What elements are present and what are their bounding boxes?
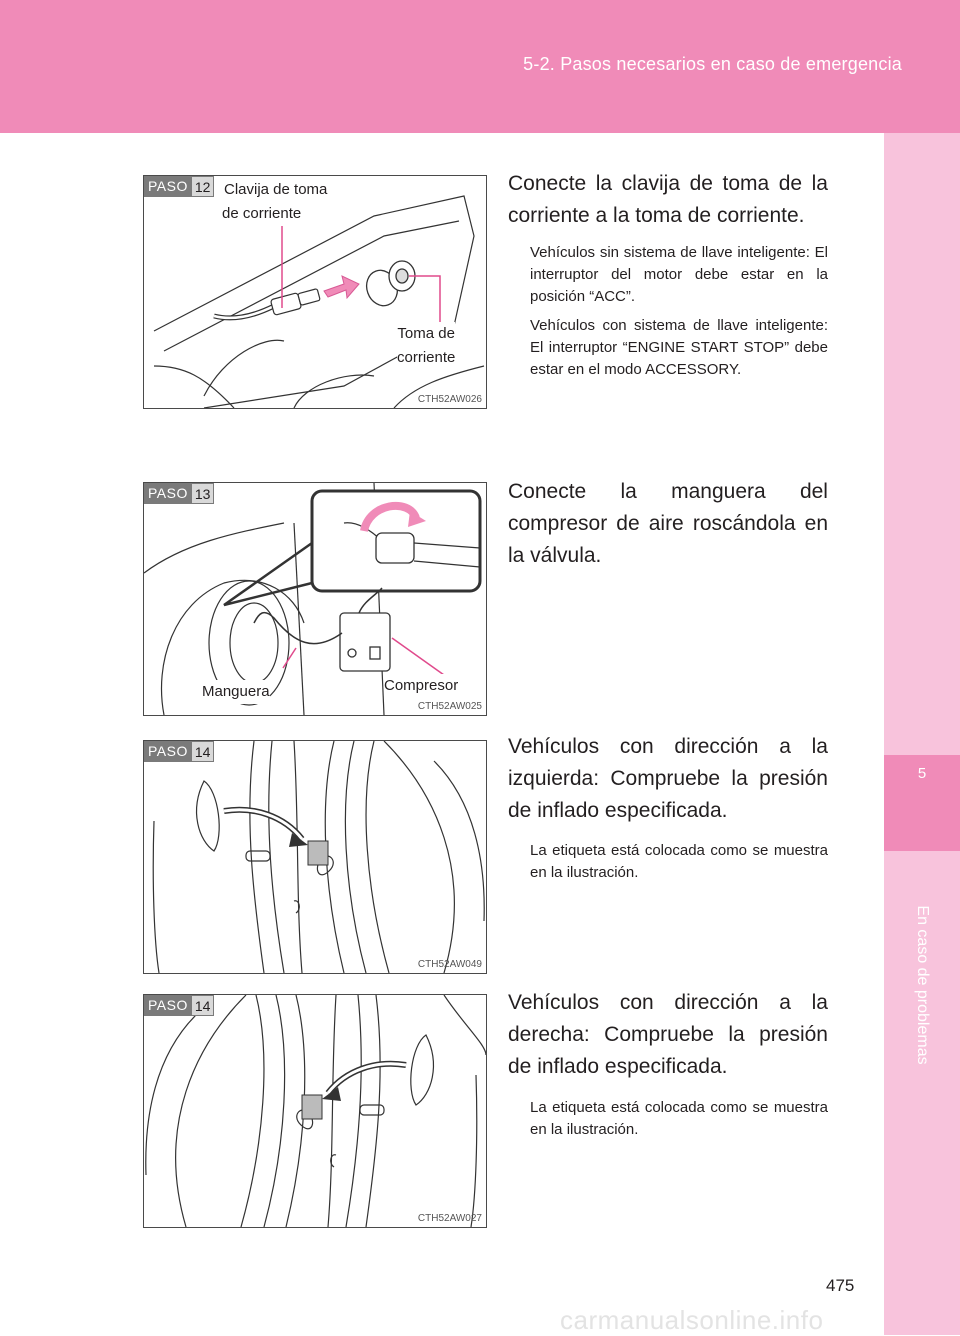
chapter-sidebar bbox=[884, 133, 960, 1335]
figure-step-12 bbox=[143, 175, 487, 409]
page-number: 475 bbox=[826, 1276, 855, 1295]
badge-number: 13 bbox=[192, 483, 215, 504]
chapter-title: En caso de problemas bbox=[914, 905, 931, 1065]
step-13-title: Conecte la manguera del compresor de aire roscándola en la válvula. bbox=[508, 480, 828, 567]
note-no-smart-key: Vehículos sin sistema de llave inteligente: El interruptor del motor debe estar en la posición “ACC”. bbox=[530, 244, 828, 305]
figure-code: CTH52AW049 bbox=[417, 959, 482, 970]
callout-plug: Clavija de toma de corriente bbox=[224, 178, 327, 226]
step-badge bbox=[144, 483, 214, 504]
chapter-number: 5 bbox=[917, 765, 927, 782]
callout-hose: Manguera bbox=[202, 680, 270, 704]
badge-number: 12 bbox=[192, 176, 215, 197]
figure-code: CTH52AW025 bbox=[417, 701, 482, 712]
note-smart-key: Vehículos con sistema de llave inteligente: El interruptor “ENGINE START STOP” debe estar en el modo ACCESSORY. bbox=[530, 317, 828, 378]
step-14-rhd-title: Vehículos con dirección a la derecha: Compruebe la presión de inflado especificada. bbox=[508, 991, 828, 1078]
callout-socket: Toma de corriente bbox=[397, 322, 455, 370]
callout-compressor: Compresor bbox=[384, 674, 458, 698]
badge-number: 14 bbox=[192, 995, 215, 1016]
door-pillar-illustration-left bbox=[144, 741, 486, 973]
step-badge bbox=[144, 995, 214, 1016]
figure-code: CTH52AW026 bbox=[417, 394, 482, 405]
door-pillar-illustration-right bbox=[144, 995, 486, 1227]
badge-label: PASO bbox=[144, 176, 192, 197]
badge-number: 14 bbox=[192, 741, 215, 762]
step-14-lhd-note bbox=[530, 840, 828, 891]
label-location-note: La etiqueta está colocada como se muestra en la ilustración. bbox=[530, 842, 828, 881]
watermark-text: carmanualsonline.info bbox=[560, 1305, 824, 1335]
label-location-note: La etiqueta está colocada como se muestra en la ilustración. bbox=[530, 1099, 828, 1138]
figure-step-13 bbox=[143, 482, 487, 716]
page-header bbox=[0, 0, 960, 133]
step-badge bbox=[144, 176, 214, 197]
step-14-rhd-note bbox=[530, 1097, 828, 1148]
badge-label: PASO bbox=[144, 741, 192, 762]
step-12-notes bbox=[530, 242, 828, 388]
figure-step-14-lhd bbox=[143, 740, 487, 974]
badge-label: PASO bbox=[144, 995, 192, 1016]
figure-code: CTH52AW027 bbox=[417, 1213, 482, 1224]
step-12-title: Conecte la clavija de toma de la corriente a la toma de corriente. bbox=[508, 172, 828, 227]
figure-step-14-rhd bbox=[143, 994, 487, 1228]
section-title: 5-2. Pasos necesarios en caso de emergencia bbox=[523, 54, 902, 74]
step-14-lhd-title: Vehículos con dirección a la izquierda: Compruebe la presión de inflado especificada. bbox=[508, 735, 828, 822]
step-badge bbox=[144, 741, 214, 762]
badge-label: PASO bbox=[144, 483, 192, 504]
